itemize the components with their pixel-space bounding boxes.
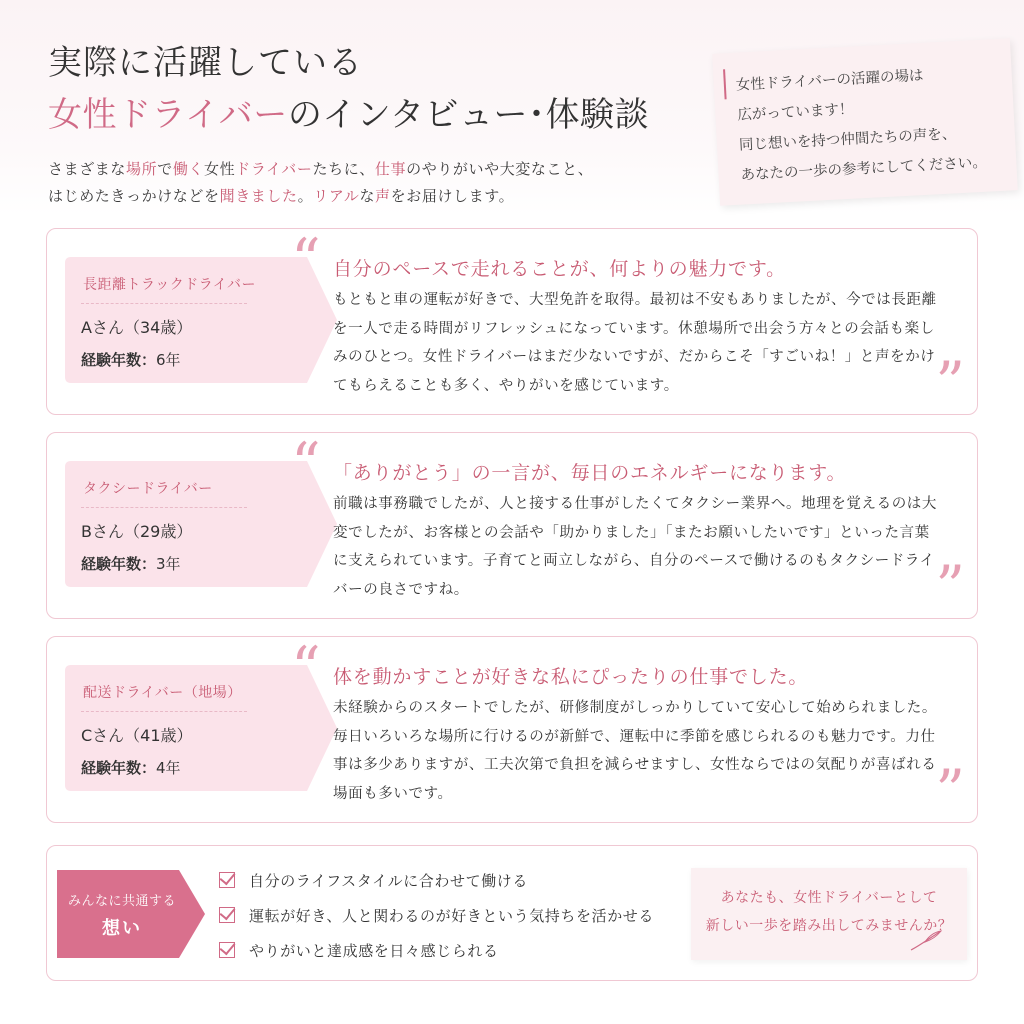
- profile-divider: [81, 507, 247, 508]
- years-value: 3年: [156, 555, 181, 573]
- profile-role: 配送ドライバー（地場）: [83, 685, 242, 701]
- note-line: 女性ドライバーの活躍の場は: [735, 67, 924, 94]
- cta-line: 新しい一歩を踏み出してみませんか？: [705, 918, 953, 934]
- intro-segment: さまざまな: [48, 160, 127, 178]
- intro-segment: 。: [297, 187, 314, 205]
- quote-close-icon: ”: [935, 349, 965, 417]
- common-label-small: みんなに共通する: [67, 894, 176, 909]
- title-rest: のインタビュー･体験談: [287, 95, 649, 135]
- checkbox-checked-icon: [219, 872, 235, 888]
- years-value: 6年: [156, 351, 181, 369]
- intro-highlight: 場所: [126, 160, 158, 178]
- checkbox-checked-icon: [219, 907, 235, 923]
- intro-highlight: 声: [375, 187, 391, 205]
- title-accent: 女性ドライバー: [48, 95, 288, 135]
- years-label: 経験年数：: [81, 555, 157, 573]
- intro-segment: をお届けします。: [390, 187, 515, 205]
- intro-segment: たちに、: [312, 160, 375, 178]
- interview-card: [46, 228, 978, 415]
- common-item-text: 自分のライフスタイルに合わせて働ける: [249, 872, 529, 890]
- common-label-big: 想い: [102, 918, 142, 939]
- interview-card: [46, 432, 978, 619]
- cta-line: あなたも、女性ドライバーとして: [720, 890, 938, 906]
- intro-segment: な: [359, 187, 376, 205]
- feather-icon: [909, 928, 945, 952]
- page-title: [48, 40, 649, 140]
- profile-name: Aさん（34歳）: [81, 318, 193, 337]
- note-line: 同じ想いを持つ仲間たちの声を、: [738, 126, 957, 154]
- profile-years: [81, 553, 181, 574]
- title-line-1: 実際に活躍している: [48, 43, 363, 83]
- note-card: [712, 38, 1018, 205]
- common-item: [219, 905, 654, 926]
- interview-headline: 「ありがとう」の一言が、毎日のエネルギーになります。: [333, 462, 847, 484]
- years-label: 経験年数：: [81, 759, 157, 777]
- years-label: 経験年数：: [81, 351, 157, 369]
- quote-open-icon: “: [291, 430, 321, 498]
- common-item: [219, 870, 528, 891]
- note-line: あなたの一歩の参考にしてください。: [740, 154, 988, 184]
- common-feelings-card: [46, 845, 978, 981]
- common-item: [219, 940, 499, 961]
- note-line: 広がっています！: [737, 101, 854, 124]
- interview-body: 前職は事務職でしたが、人と接する仕事がしたくてタクシー業界へ。地理を覚えるのは大変でしたが、お客様との会話や「助かりました」「またお願いしたいです」といった言葉に支えられています。子育てと両立しながら、自分のペースで働けるのもタクシードライバーの良さですね。: [333, 496, 937, 598]
- profile-role: タクシードライバー: [83, 481, 213, 497]
- profile-name: Bさん（29歳）: [81, 522, 193, 541]
- profile-role: 長距離トラックドライバー: [83, 277, 257, 293]
- note-accent-bar: [723, 69, 727, 99]
- profile-years: [81, 349, 181, 370]
- intro-highlight: 働く: [172, 160, 205, 178]
- title-line-2: [48, 90, 649, 140]
- intro-segment: で: [157, 160, 173, 178]
- interview-headline: 体を動かすことが好きな私にぴったりの仕事でした。: [333, 666, 809, 688]
- intro-highlight: 聞きました: [219, 187, 298, 205]
- intro-segment: はじめたきっかけなどを: [48, 187, 220, 205]
- common-feelings-label: [57, 870, 205, 958]
- quote-close-icon: ”: [935, 757, 965, 825]
- common-item-text: 運転が好き、人と関わるのが好きという気持ちを活かせる: [249, 907, 655, 925]
- profile-years: [81, 757, 181, 778]
- intro-highlight: リアル: [313, 187, 360, 205]
- common-item-text: やりがいと達成感を日々感じられる: [249, 942, 499, 960]
- interview-card: [46, 636, 978, 823]
- interview-body: 未経験からのスタートでしたが、研修制度がしっかりしていて安心して始められました。毎日いろいろな場所に行けるのが新鮮で、運転中に季節を感じられるのも魅力です。力仕事は多少ありますが、工夫次第で負担を減らせますし、女性ならではの気配りが喜ばれる場面も多いです。: [333, 700, 937, 802]
- intro-highlight: ドライバー: [235, 160, 313, 178]
- cta-card: [691, 868, 967, 960]
- intro-segment: のやりがいや大変なこと、: [406, 160, 594, 178]
- interview-headline: 自分のペースで走れることが、何よりの魅力です。: [333, 258, 786, 280]
- checkbox-checked-icon: [219, 942, 235, 958]
- profile-divider: [81, 711, 247, 712]
- profile-name: Cさん（41歳）: [81, 726, 193, 745]
- interview-body: もともと車の運転が好きで、大型免許を取得。最初は不安もありましたが、今では長距離を一人で走る時間がリフレッシュになっています。休憩場所で出会う方々との会話も楽しみのひとつ。女性ドライバーはまだ少ないですが、だからこそ「すごいね！」と声をかけてもらえることも多く、やりがいを感じています。: [333, 292, 937, 394]
- years-value: 4年: [156, 759, 181, 777]
- intro-text: [48, 156, 688, 210]
- intro-segment: 女性: [204, 160, 236, 178]
- profile-divider: [81, 303, 247, 304]
- intro-highlight: 仕事: [374, 160, 407, 178]
- quote-open-icon: “: [291, 226, 321, 294]
- quote-close-icon: ”: [935, 553, 965, 621]
- quote-open-icon: “: [291, 634, 321, 702]
